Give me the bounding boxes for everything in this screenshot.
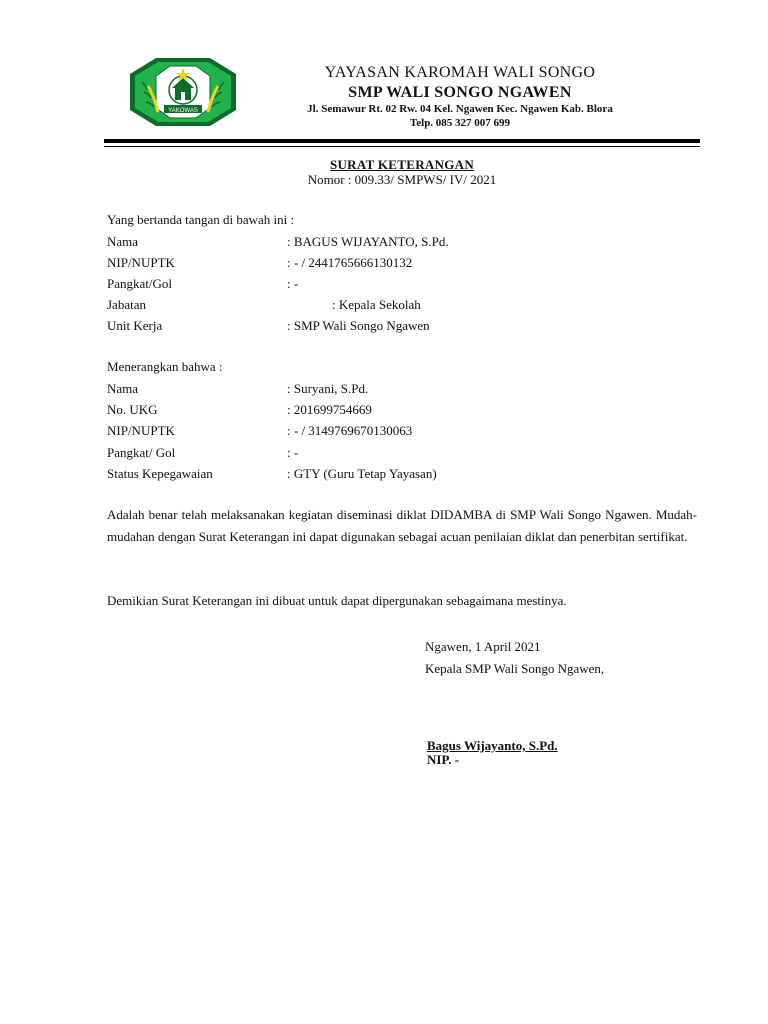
signer-intro: Yang bertanda tangan di bawah ini : — [107, 212, 295, 227]
signer-label-rank: Pangkat/Gol — [107, 276, 172, 291]
subject-value-ukg: : 201699754669 — [287, 402, 372, 417]
signer-label-position: Jabatan — [107, 297, 146, 312]
signer-value-position: : Kepala Sekolah — [332, 297, 421, 312]
subject-label-name: Nama — [107, 381, 139, 396]
body-paragraph: Adalah benar telah melaksanakan kegiatan diseminasi diklat DIDAMBA di SMP Wali Songo Ngawen. Mudah-mudahan dengan Surat Keterangan ini dapat digunakan sebagai acuan penilaian diklat dan penerbitan sertifikat. — [107, 507, 697, 544]
signer-label-name: Nama — [107, 234, 139, 249]
subject-label-status: Status Kepegawaian — [107, 466, 213, 481]
signer-value-unit: : SMP Wali Songo Ngawen — [287, 318, 430, 333]
subject-value-name: : Suryani, S.Pd. — [287, 381, 369, 396]
signature-name: Bagus Wijayanto, S.Pd. — [427, 738, 558, 753]
subject-label-rank: Pangkat/ Gol — [107, 445, 176, 460]
signer-value-rank: : - — [287, 276, 299, 291]
school-address: Jl. Semawur Rt. 02 Rw. 04 Kel. Ngawen Kec. Ngawen Kab. Blora — [307, 103, 613, 115]
subject-value-nip: : - / 3149769670130063 — [287, 423, 413, 438]
signer-label-nip: NIP/NUPTK — [107, 255, 175, 270]
signature-place-date: Ngawen, 1 April 2021 — [425, 639, 541, 654]
foundation-name: YAYASAN KAROMAH WALI SONGO — [324, 64, 596, 81]
signer-value-nip: : - / 2441765666130132 — [287, 255, 413, 270]
signature-nip: NIP. - — [427, 752, 460, 767]
signer-label-unit: Unit Kerja — [107, 318, 163, 333]
subject-label-ukg: No. UKG — [107, 402, 158, 417]
school-name: SMP WALI SONGO NGAWEN — [348, 84, 572, 101]
header-rule-thick — [104, 139, 700, 143]
signer-value-name: : BAGUS WIJAYANTO, S.Pd. — [287, 234, 449, 249]
header-rule-thin — [104, 146, 700, 147]
signature-position: Kepala SMP Wali Songo Ngawen, — [425, 661, 605, 676]
subject-intro: Menerangkan bahwa : — [107, 359, 223, 374]
closing-paragraph: Demikian Surat Keterangan ini dibuat untuk dapat dipergunakan sebagaimana mestinya. — [107, 593, 567, 608]
letter-number: Nomor : 009.33/ SMPWS/ IV/ 2021 — [307, 172, 497, 187]
subject-value-status: : GTY (Guru Tetap Yayasan) — [287, 466, 437, 481]
svg-text:YAKOWAS: YAKOWAS — [168, 108, 198, 114]
subject-label-nip: NIP/NUPTK — [107, 423, 175, 438]
school-phone: Telp. 085 327 007 699 — [409, 117, 511, 129]
letter-title: SURAT KETERANGAN — [329, 157, 475, 172]
subject-value-rank: : - — [287, 445, 299, 460]
school-logo — [126, 52, 240, 132]
